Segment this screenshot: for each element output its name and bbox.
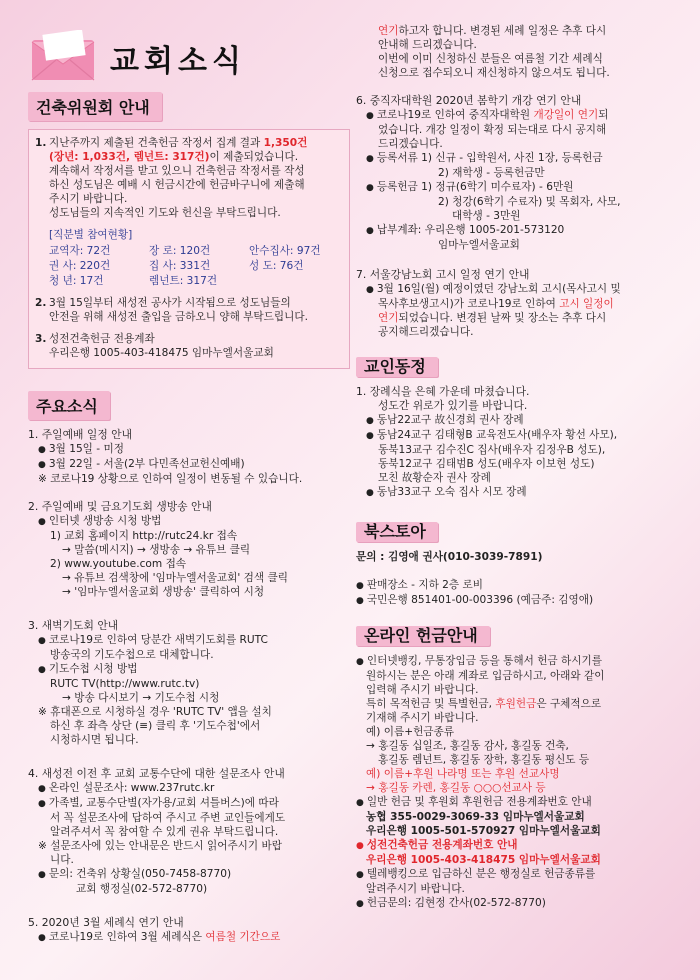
building-item-2: 2. 3월 15일부터 새성전 공사가 시작됨으로 성도님들의 안전을 위해 새성전 출입을 금하오니 양해 부탁드립니다. [35,297,308,323]
news-item-6: 6. 중직자대학원 2020년 봄학기 개강 연기 안내 ● 코로나19로 인하여 중직자대학원 개강일이 연기되 었습니다. 개강 일정이 확정 되는대로 다시 공지해 드리겠습니다. ● 등록서류 1) 신규 - 입학원서, 사진 1장, 등록헌금 2) 재학생 - 등록헌금만 ● 등록헌금 1) 정규(6학기 미수료자) - 6만원 2) 청강(6학기 수료자) 및 목회자, 사모, 대학생 - 3만원 ● 납부계좌: 우리은행 1005-201-573120 임마누엘서울교회 [356,94,676,252]
news-item-2: 2. 주일예배 및 금요기도회 생방송 안내 ● 인터넷 생방송 시청 방법 1) 교회 홈페이지 http://rutc24.kr 접속 → 말씀(메시지) → 생방송 → 유튜브 클릭 2) www.youtube.com 접속 → 유튜브 검색창에 '임마누엘서울교회' 검색 클릭 → '임마누엘서울교회 생방송' 클릭하여 시청 [28,500,350,599]
staff-title: [직분별 참여현황] [49,229,133,241]
building-item-3: 3. 성전건축헌금 전용계좌 우리은행 1005-403-418475 임마누엘서울교회 [35,333,274,359]
offering-heading: 온라인 헌금안내 [356,626,490,646]
news-item-4: 4. 새성전 이전 후 교회 교통수단에 대한 설문조사 안내 ● 온라인 설문조사: www.237rutc.kr ● 가족별, 교통수단별(자가용/교회 셔틀버스)에 따라 서 꼭 설문조사에 답하여 주시고 주변 교인들에게도 알려주셔서 꼭 참여할 수 있게 권유 부탁드립니다. ※ 설문조사에 있는 안내문은 반드시 읽어주시기 바랍 니다. ● 문의: 건축위 상황실(050-7458-8770) 교회 행정실(02-572-8770) [28,767,350,896]
building-item-1: 1. 지난주까지 제출된 건축헌금 작정서 집계 결과 1,350건 (장년: 1,033건, 렘넌트: 317건)이 제출되었습니다. 계속해서 작정서를 받고 있으니 건축헌금 작정서를 작성 하신 성도님은 예배 시 헌금시간에 헌금바구니에 제출해 주시기 바랍니다. 성도님들의 지속적인 기도와 헌신을 부탁드립니다. [직분별 참여현황] 교역자: 72건 장 로: 120건 안수집사: 97건 권 사: 220건 집 사: 331건 성 도: 76건 청 년: 17건 렘넌트: 317건 [35,136,341,288]
news-item-5-continued: 연기하고자 합니다. 변경된 세례 일정은 추후 다시 안내해 드리겠습니다. 이번에 이미 신청하신 분들은 여름철 기간 세례식 신청으로 접수되오니 재신청하지 않으셔도 됩니다. [378,25,610,79]
members-heading: 교인동정 [356,357,438,377]
envelope-icon [30,30,100,82]
bookstore-heading: 북스토아 [356,522,438,542]
building-heading: 건축위원회 안내 [28,92,162,121]
main-news-heading: 주요소식 [28,391,110,420]
staff-grid: 교역자: 72건 장 로: 120건 안수집사: 97건 권 사: 220건 집 사: 331건 성 도: 76건 청 년: 17건 렘넌트: 317건 [49,245,321,287]
news-item-7: 7. 서울강남노회 고시 일정 연기 안내 ● 3월 16일(월) 예정이였던 강남노회 고시(목사고시 및 목사후보생고시)가 코로나19로 인하여 고시 일정이 연기되었습니다. 변경된 날짜 및 장소는 추후 다시 공지해드리겠습니다. [356,268,676,339]
right-column [356,24,676,919]
news-item-3: 3. 새벽기도회 안내 ● 코로나19로 인하여 당분간 새벽기도회를 RUTC 방송국의 기도수첩으로 대체합니다. ● 기도수첩 시청 방법 RUTC TV(http://www.rutc.tv) → 방송 다시보기 → 기도수첩 시청 ※ 휴대폰으로 시청하실 경우 'RUTC TV' 앱을 설치 하신 후 좌측 상단 (≡) 클릭 후 '기도수첩'에서 시청하시면 됩니다. [28,619,350,747]
offering-info: ● 인터넷뱅킹, 무통장입금 등을 통해서 헌금 하시기를 원하시는 분은 아래 계좌로 입금하시고, 아래와 같이 입력해 주시기 바랍니다. 특히 목적헌금 및 특별헌금, 후원헌금은 구체적으로 기재해 주시기 바랍니다. 예) 이름+헌금종류 → 홍길동 십일조, 홍길동 감사, 홍길동 건축, 홍길동 렘넌트, 홍길동 장학, 홍길동 평신도 등 예) 이름+후원 나라명 또는 후원 선교사명 → 홍길동 카렌, 홍길동 ○○○선교사 등 ● 일반 헌금 및 후원회 후원헌금 전용계좌번호 안내 농협 355-0029-3069-33 임마누엘서울교회 우리은행 1005-501-570927 임마누엘서울교회 ● 성전건축헌금 전용계좌번호 안내 우리은행 1005-403-418475 임마누엘서울교회 ● 텔레뱅킹으로 입금하신 분은 행정실로 헌금종류를 알려주시기 바랍니다. ● 헌금문의: 김현정 간사(02-572-8770) [356,654,676,911]
news-item-1: 1. 주일예배 일정 안내 ● 3월 15일 - 미정 ● 3월 22일 - 서울(2부 다민족선교헌신예배) ※ 코로나19 상황으로 인하여 일정이 변동될 수 있습니다. [28,428,350,486]
page-header [28,22,348,88]
left-column [28,92,350,953]
members-news: 1. 장례식을 은혜 가운데 마쳤습니다. 성도간 위로가 있기를 바랍니다. ● 동남22교구 故신경희 권사 장례 ● 동남24교구 김태형B 교육전도사(배우자 황선 사모), 동북13교구 김수진C 집사(배우자 김정우B 성도), 동북12교구 김태범B 성도(배우자 이보현 성도) 모친 故황순자 권사 장례 ● 동남33교구 오숙 집사 시모 장례 [356,385,676,500]
page-title: 교회소식 [110,44,246,79]
bookstore-info: 문의 : 김영애 권사(010-3039-7891) ● 판매장소 - 지하 2층 로비 ● 국민은행 851401-00-003396 (예금주: 김영애) [356,550,676,608]
building-notice-box [28,129,350,369]
news-item-5: 5. 2020년 3월 세례식 연기 안내 ● 코로나19로 인하여 3월 세례식은 여름철 기간으로 [28,916,350,945]
